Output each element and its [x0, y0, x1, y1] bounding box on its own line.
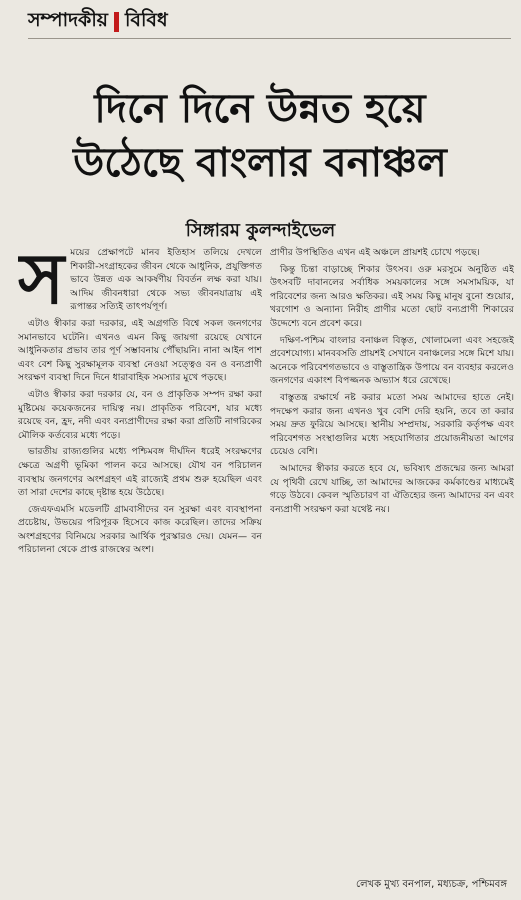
- paragraph: কিন্তু চিন্তা বাড়াচ্ছে শিকার উৎসব। ওরু মরসুমে অনুষ্ঠিত এই উৎসবটি দাবানলের সর্বাধিক সময়কালের সঙ্গে সমসাময়িক, যা পরিবেশের জন্য আরও ক্ষতিকর। এই সময় কিছু মানুষ বুনো শুয়োর, খরগোশ ও অন্যান্য নিরীহ প্রাণীর মতো ছোট বন্যপ্রাণী শিকারের উদ্দেশ্যে বনে প্রবেশ করে।: [270, 263, 514, 329]
- paragraph: এটাও স্বীকার করা দরকার যে, বন ও প্রাকৃতিক সম্পদ রক্ষা করা মুষ্টিমেয় কয়েকজনের দায়িত্ব নয়। প্রাকৃতিক পরিবেশ, যার মধ্যে রয়েছে বন, হ্রদ, নদী এবং বন্যপ্রাণীদের রক্ষা করা প্রতিটি নাগরিকের মৌলিক কর্তব্যের মধ্যে পড়ে।: [18, 388, 262, 441]
- paragraph: বাস্তুতন্ত্র রক্ষার্থে নষ্ট করার মতো সময় আমাদের হাতে নেই। পদক্ষেপ করার জন্য এখনও খুব বেশি দেরি হয়নি, তবে তা করার সময় দ্রুত ফুরিয়ে আসছে। স্থানীয় সম্প্রদায়, সরকারি কর্তৃপক্ষ এবং পরিবেশগত সংস্থাগুলির মধ্যে সহযোগিতার প্রয়োজনীয়তা আগের চেয়েও বেশি।: [270, 391, 514, 458]
- headline-line-1: দিনে দিনে উন্নত হয়ে: [94, 85, 426, 132]
- drop-cap: স: [18, 246, 65, 320]
- section-header: [28, 8, 168, 36]
- section-divider: [114, 12, 119, 32]
- section-label: সম্পাদকীয়: [28, 9, 108, 31]
- subsection-label: বিবিধ: [124, 9, 168, 31]
- header-rule: [28, 38, 511, 39]
- paragraph: আমাদের স্বীকার করতে হবে যে, ভবিষ্যৎ প্রজন্মের জন্য আমরা যে পৃথিবী রেখে যাচ্ছি, তা আমাদের আজকের কর্মকাণ্ডের মাধ্যমেই গড়ে উঠবে। কেবল স্মৃতিচারণ বা ঐতিহ্যের জন্য আমাদের বন এবং বন্যপ্রাণী সংরক্ষণ করা যথেষ্ট নয়।: [270, 462, 514, 515]
- author-note: লেখক মুখ্য বনপাল, মধ্যচক্র, পশ্চিমবঙ্গ: [356, 879, 507, 890]
- paragraph: জেএফএমসি মডেলটি গ্রামবাসীদের বন সুরক্ষা এবং ব্যবস্থাপনা প্রচেষ্টায়, উভয়ের পরিপূরক হিসেবে কাজ করেছিল। তাদের সক্রিয় অংশগ্রহণের বিনিময়ে সরকার আর্থিক পুরস্কারও দেয়। যেমন— বন পরিচালনা থেকে প্রাপ্ত রাজস্বের অংশ।: [18, 503, 262, 556]
- paragraph: প্রাণীর উপস্থিতিও এখন এই অঞ্চলে প্রায়শই চোখে পড়ছে।: [270, 247, 480, 258]
- paragraph: ময়ের প্রেক্ষাপটে মানব ইতিহাস তলিয়ে দেখলে শিকারী-সংগ্রাহকের জীবন থেকে আধুনিক, প্রযুক্তিগত ভাবে উন্নত এক আকর্ষণীয় বিবর্তন লক্ষ করা যায়। আদিম জীবনধারা থেকে সভ্য জীবনযাত্রায় এই রূপান্তর সত্যিই তাৎপর্যপূর্ণ।: [70, 247, 262, 313]
- paragraph: এটাও স্বীকার করা দরকার, এই অগ্রগতি বিশ্বে সকল জনগণের সমানভাবে ঘটেনি। এখনও এমন কিছু জায়গা রয়েছে যেখানে আধুনিকতার প্রভাব তার পূর্ণ সম্ভাবনায় পৌঁছায়নি। নানা আইন পাশ এবং বেশ কিছু সুরক্ষামূলক ব্যবস্থা নেওয়া সত্ত্বেও বন ও বন্যপ্রাণী সংরক্ষণ ব্যবস্থা দিনে দিনে ধারাবাহিক সমস্যার মুখে পড়ছে।: [18, 317, 262, 384]
- paragraph: দক্ষিণ-পশ্চিম বাংলার বনাঞ্চল বিস্তৃত, খোলামেলা এবং সহজেই প্রবেশযোগ্য। মানববসতি প্রায়শই সেখানে বনাঞ্চলের সঙ্গে মিশে যায়। অনেকে পরিবেশগতভাবে ও বাস্তুতান্ত্রিক উপায়ে বন ব্যবহার করলেও জনগণের একাংশ বিপজ্জনক অভ্যাস ধরে রেখেছে।: [270, 334, 514, 387]
- paragraph: ভারতীয় রাজ্যগুলির মধ্যে পশ্চিমবঙ্গ দীর্ঘদিন ধরেই সংরক্ষণের ক্ষেত্রে অগ্রণী ভূমিকা পালন করে আসছে। যৌথ বন পরিচালন ব্যবস্থায় জনগণের অংশগ্রহণ এই রাজ্যেই প্রথম শুরু হয়েছিল এবং তা সারা দেশের কাছে দৃষ্টান্ত হয়ে উঠেছে।: [18, 446, 262, 499]
- headline-line-2: উঠেছে বাংলার বনাঞ্চল: [73, 139, 447, 186]
- article-column-left: [18, 246, 262, 894]
- byline: সিঙ্গারম কুলন্দাইভেল: [185, 220, 336, 241]
- article-body: [18, 246, 514, 894]
- article-column-right: [270, 246, 514, 894]
